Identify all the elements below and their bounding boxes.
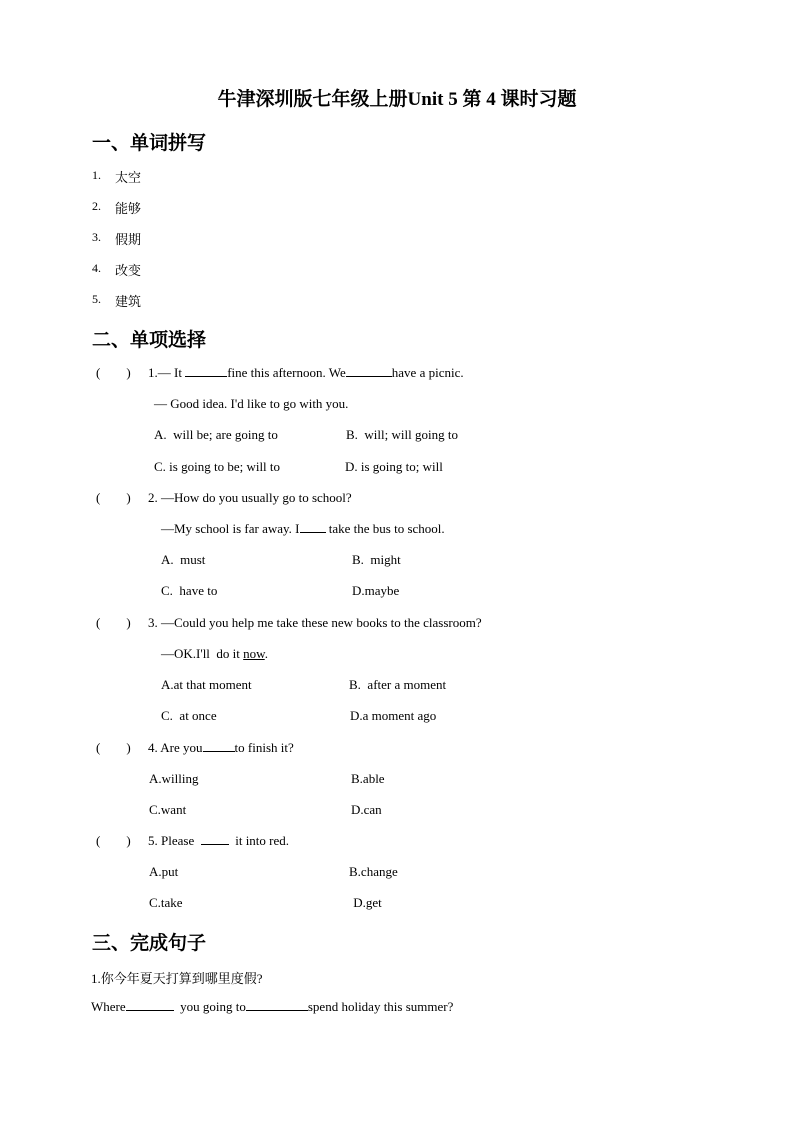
option-a: A. must [161,552,206,567]
question-3-stem: 3. —Could you help me take these new books to the classroom? [148,615,482,630]
question-5-stem: 5. Please it into red. [148,833,290,848]
vocab-number: 2. [92,199,101,213]
vocab-number: 4. [92,261,101,275]
sentence-1-chinese: 1.你今年夏天打算到哪里度假? [91,971,263,986]
option-b: B. might [352,552,401,567]
answer-blank[interactable] [300,521,326,533]
option-c: C. is going to be; will to [154,459,281,474]
option-b: B.able [351,771,385,786]
option-d: D.a moment ago [350,708,437,723]
option-c: C.take [149,895,183,910]
vocab-number: 5. [92,292,101,306]
vocab-word: 能够 [115,201,142,216]
vocab-word: 改变 [115,263,142,278]
answer-blank[interactable] [201,833,229,845]
section-heading-choice: 二、单项选择 [92,330,207,351]
sentence-1-english: Where you going to spend holiday this summer? [91,999,454,1014]
answer-blank[interactable] [126,999,174,1011]
option-d: D. is going to; will [345,459,443,474]
question-1-reply: — Good idea. I'd like to go with you. [154,396,349,411]
question-2-reply: —My school is far away. I take the bus to school. [161,521,445,536]
question-4-stem: 4. Are you to finish it? [148,740,294,755]
option-c: C. have to [161,583,218,598]
answer-blank[interactable] [203,740,235,752]
answer-paren: ( ) [96,615,131,630]
question-2-stem: 2. —How do you usually go to school? [148,490,352,505]
answer-paren: ( ) [96,490,131,505]
answer-paren: ( ) [96,365,131,380]
page-title: 牛津深圳版七年级上册Unit 5 第 4 课时习题 [217,89,577,110]
option-a: A.willing [149,771,199,786]
option-a: A.put [149,864,179,879]
option-d: D.maybe [352,583,400,598]
option-a: A.at that moment [161,677,252,692]
vocab-word: 建筑 [115,294,142,309]
option-c: C.want [149,802,187,817]
answer-paren: ( ) [96,833,131,848]
section-heading-sentences: 三、完成句子 [92,933,207,954]
option-d: D.can [351,802,382,817]
answer-blank[interactable] [346,365,392,377]
vocab-word: 太空 [115,170,142,185]
option-b: B. will; will going to [346,427,458,442]
option-d: D.get [350,895,382,910]
question-1-stem: 1.— It fine this afternoon. We have a picnic. [148,365,464,380]
option-b: B.change [349,864,398,879]
vocab-number: 3. [92,230,101,244]
answer-blank[interactable] [185,365,227,377]
option-b: B. after a moment [349,677,447,692]
vocab-word: 假期 [115,232,142,247]
option-c: C. at once [161,708,217,723]
vocab-number: 1. [92,168,101,182]
question-3-reply: —OK.I'll do it now. [161,646,268,661]
section-heading-vocab: 一、单词拼写 [92,133,207,154]
answer-paren: ( ) [96,740,131,755]
option-a: A. will be; are going to [154,427,278,442]
underlined-word: now [243,646,265,661]
answer-blank[interactable] [246,999,308,1011]
